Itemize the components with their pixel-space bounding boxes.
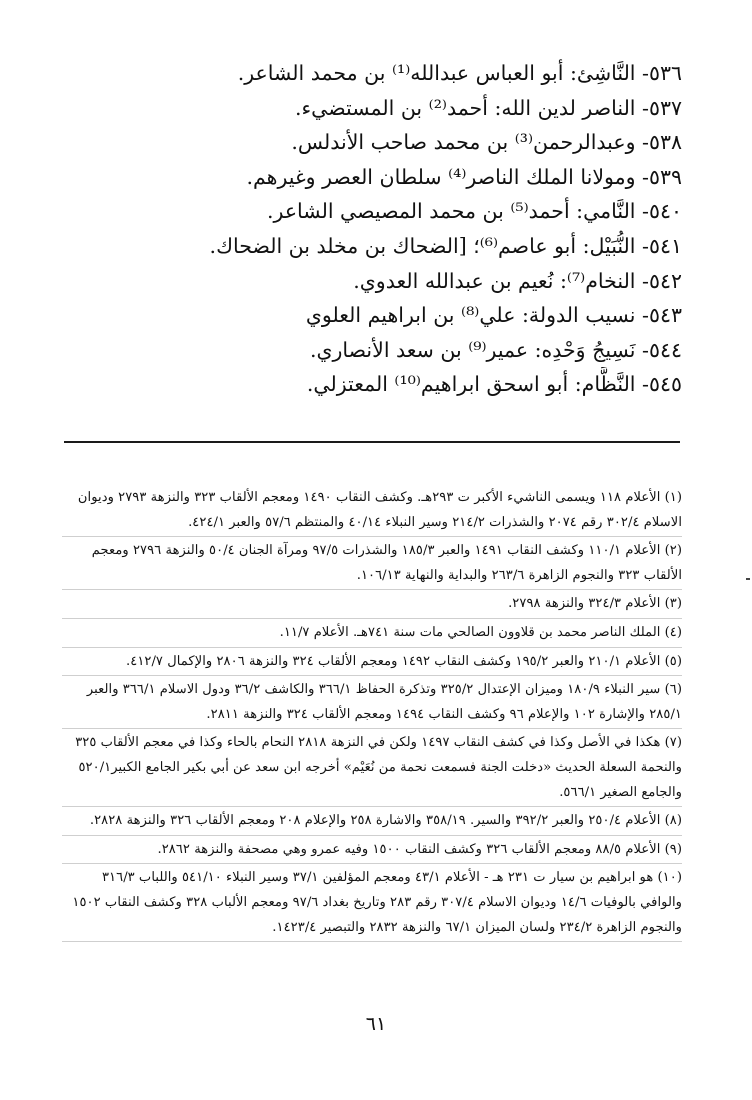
footnote-4: (٤) الملك الناصر محمد بن قلاوون الصالحي مات سنة ٧٤١هـ. الأعلام ١١/٧. bbox=[62, 621, 682, 648]
entry-539: ٥٣٩- ومولانا الملك الناصر⁽⁴⁾ سلطان العصر وغيرهم. bbox=[246, 164, 682, 189]
entry-540: ٥٤٠- النَّامي: أحمد⁽⁵⁾ بن محمد المصيصي الشاعر. bbox=[267, 199, 682, 224]
footnote-2: (٢) الأعلام ١١٠/١ وكشف النقاب ١٤٩١ والعبر ١٨٥/٣ والشذرات ٩٧/٥ ومرآة الجنان ٥٠/٤ والنزهة ٢٧٩٦ ومعجم الألقاب ٣٢٣ والنجوم الزاهرة ٢٦٣/٦ والبداية والنهاية ١٠٦/١٣. bbox=[62, 539, 682, 590]
footnote-1: (١) الأعلام ١١٨ ويسمى الناشيء الأكبر ت ٢٩٣هـ. وكشف النقاب ١٤٩٠ ومعجم الألقاب ٣٢٣ والنزهة ٢٧٩٣ وديوان الاسلام ٣٠٢/٤ رقم ٢٠٧٤ والشذرات ٢١٤/٢ وسير النبلاء ٤٠/١٤ والمنتظم ٥٧/٦ والعبر ٤٢٤/١. bbox=[62, 486, 682, 537]
footnote-5: (٥) الأعلام ٢١٠/١ والعبر ١٩٥/٢ وكشف النقاب ١٤٩٢ ومعجم الألقاب ٣٢٤ والنزهة ٢٨٠٦ والإكمال ٤١٢/٧. bbox=[62, 650, 682, 677]
footnotes bbox=[62, 486, 682, 944]
footnote-7: (٧) هكذا في الأصل وكذا في كشف النقاب ١٤٩٧ ولكن في النزهة ٢٨١٨ النحام بالحاء وكذا في معجم الألقاب ٣٢٥ والنحمة السعلة الحديث «دخلت الجنة فسمعت نحمة من نُعَيْم» أخرجه ابن سعد عن أبي بكير الجامع الكبير٥٢٠/١ والجامع الصغير ٥٦٦/١. bbox=[62, 731, 682, 807]
entry-544: ٥٤٤- نَسِيجُ وَحْدِه: عمير⁽⁹⁾ بن سعد الأنصاري. bbox=[309, 337, 682, 362]
scan-edge-mark bbox=[746, 578, 750, 580]
entry-536: ٥٣٦- النَّاشِئ: أبو العباس عبدالله⁽¹⁾ بن محمد الشاعر. bbox=[237, 61, 682, 85]
page-number: ٦١ bbox=[365, 1013, 387, 1035]
footnote-separator bbox=[64, 441, 680, 443]
footnote-10: (١٠) هو ابراهيم بن سيار ت ٢٣١ هـ - الأعلام ٤٣/١ ومعجم المؤلفين ٣٧/١ وسير النبلاء ٥٤١/١٠ واللباب ٣١٦/٣ والوافي بالوفيات ١٤/٦ وديوان الاسلام ٣٠٧/٤ رقم ٢٨٣ وتاريخ بغداد ٩٧/٦ ومعجم الألباب ٣٢٨ وكشف النقاب ١٥٠٢ والنجوم الزاهرة ٢٣٤/٢ ولسان الميزان ٦٧/١ والنزهة ٢٨٣٢ والتبصير ١٤٢٣/٤. bbox=[62, 866, 682, 942]
entry-537: ٥٣٧- الناصر لدين الله: أحمد⁽²⁾ بن المستضيء. bbox=[295, 95, 682, 120]
entry-542: ٥٤٢- النخام⁽⁷⁾: نُعيم بن عبدالله العدوي. bbox=[353, 268, 682, 293]
entry-541: ٥٤١- النُّبَيْل: أبو عاصم⁽⁶⁾؛ [الضحاك بن مخلد بن الضحاك. bbox=[209, 233, 682, 258]
entry-543: ٥٤٣- نسيب الدولة: علي⁽⁸⁾ بن ابراهيم العلوي bbox=[305, 303, 682, 328]
footnote-3: (٣) الأعلام ٣٢٤/٣ والنزهة ٢٧٩٨. bbox=[62, 592, 682, 619]
entry-545: ٥٤٥- النَّظَّام: أبو اسحق ابراهيم⁽¹⁰⁾ المعتزلي. bbox=[306, 372, 682, 397]
footnote-8: (٨) الأعلام ٢٥٠/٤ والعبر ٣٩٢/٢ والسير. ٣٥٨/١٩ والاشارة ٢٥٨ والإعلام ٢٠٨ ومعجم الألقاب ٣٢٦ والنزهة ٢٨٢٨. bbox=[62, 809, 682, 836]
entries-list bbox=[60, 56, 682, 402]
entry-538: ٥٣٨- وعبدالرحمن⁽³⁾ بن محمد صاحب الأندلس. bbox=[291, 130, 682, 155]
footnote-6: (٦) سير النبلاء ١٨٠/٩ وميزان الإعتدال ٣٢٥/٢ وتذكرة الحفاظ ٣٦٦/١ والكاشف ٣٦/٢ ودول الاسلام ٣٦٦/١ والعبر ٢٨٥/١ والإشارة ١٠٢ والإعلام ٩٦ وكشف النقاب ١٤٩٤ ومعجم الألقاب ٣٢٤ والنزهة ٢٨١١. bbox=[62, 678, 682, 729]
footnote-9: (٩) الأعلام ٨٨/٥ ومعجم الألقاب ٣٢٦ وكشف النقاب ١٥٠٠ وفيه عمرو وهي مصحفة والنزهة ٢٨٦٢. bbox=[62, 838, 682, 865]
